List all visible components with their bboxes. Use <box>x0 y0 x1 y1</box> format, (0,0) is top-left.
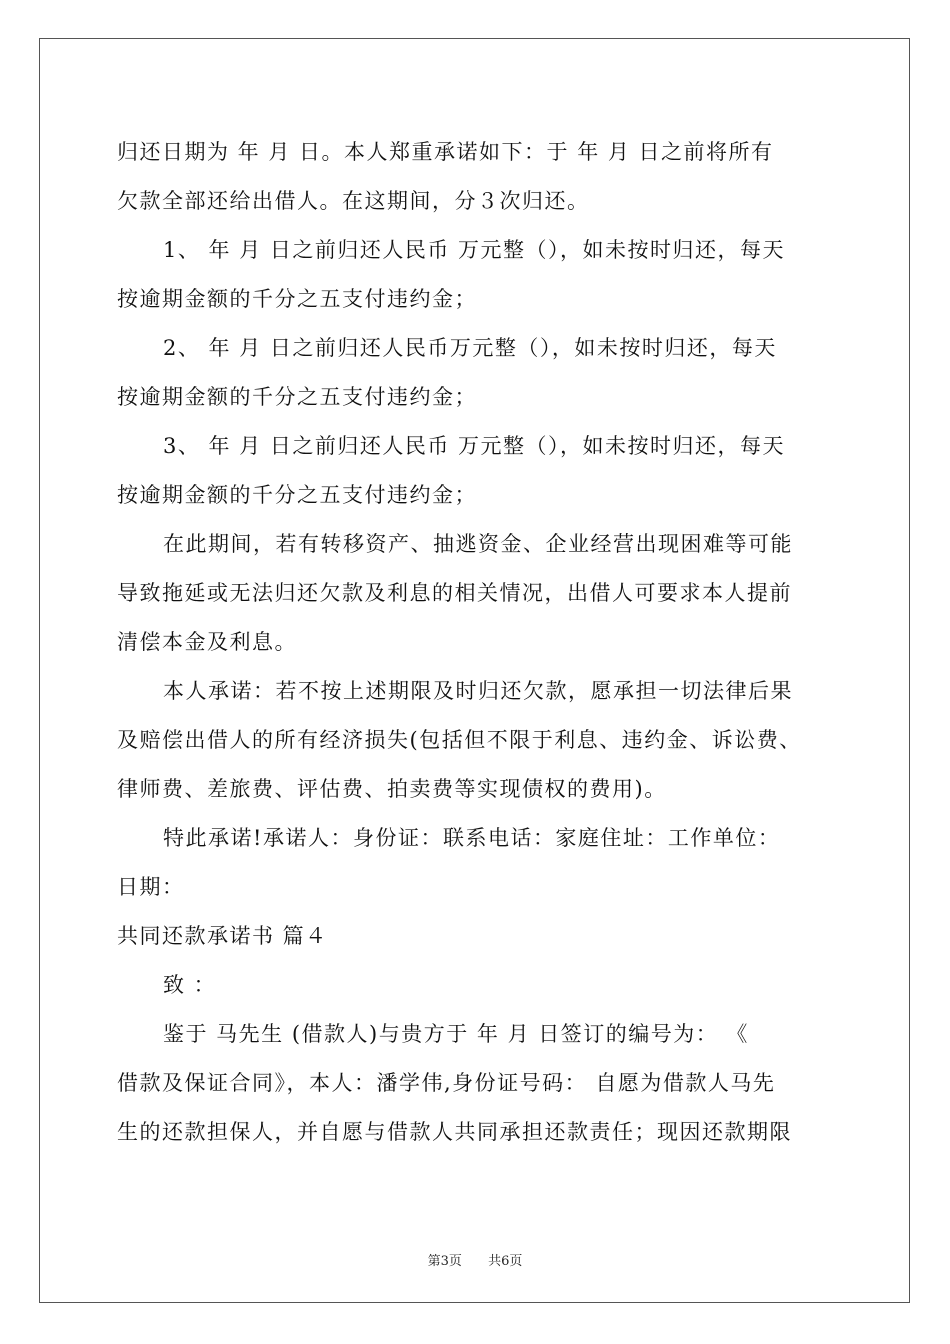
page-number: 第3页 <box>427 1254 462 1269</box>
text-line: 借款及保证合同》，本人：潘学伟,身份证号码： 自愿为借款人马先 <box>117 1071 776 1095</box>
text-line: 欠款全部还给出借人。在这期间，分３次归还。 <box>117 189 590 213</box>
section-heading: 共同还款承诺书 篇４ <box>117 924 328 948</box>
text-line: 归还日期为 年 月 日。本人郑重承诺如下：于 年 月 日之前将所有 <box>117 140 774 164</box>
text-line: 生的还款担保人，并自愿与借款人共同承担还款责任；现因还款期限 <box>117 1120 792 1144</box>
text-line: 特此承诺!承诺人：身份证：联系电话：家庭住址：工作单位： <box>163 826 781 850</box>
text-line: 致 ： <box>163 973 217 997</box>
page-total: 共6页 <box>488 1254 523 1269</box>
text-line: 鉴于 马先生 (借款人)与贵方于 年 月 日签订的编号为： 《 <box>163 1022 749 1046</box>
document-body <box>117 128 857 1157</box>
text-line: 在此期间，若有转移资产、抽逃资金、企业经营出现困难等可能 <box>163 532 793 556</box>
text-line: 律师费、差旅费、评估费、拍卖费等实现债权的费用)。 <box>117 777 667 801</box>
page-footer <box>0 1250 950 1269</box>
text-line: 按逾期金额的千分之五支付违约金； <box>117 385 477 409</box>
text-line: 按逾期金额的千分之五支付违约金； <box>117 483 477 507</box>
text-line: 本人承诺：若不按上述期限及时归还欠款，愿承担一切法律后果 <box>163 679 793 703</box>
text-line: 3、 年 月 日之前归还人民币 万元整（），如未按时归还，每天 <box>163 434 786 458</box>
text-line: 及赔偿出借人的所有经济损失(包括但不限于利息、违约金、诉讼费、 <box>117 728 802 752</box>
text-line: 日期： <box>117 875 185 899</box>
text-line: 清偿本金及利息。 <box>117 630 297 654</box>
text-line: 1、 年 月 日之前归还人民币 万元整（），如未按时归还，每天 <box>163 238 786 262</box>
text-line: 按逾期金额的千分之五支付违约金； <box>117 287 477 311</box>
text-line: 导致拖延或无法归还欠款及利息的相关情况，出借人可要求本人提前 <box>117 581 792 605</box>
text-line: 2、 年 月 日之前归还人民币万元整（），如未按时归还，每天 <box>163 336 777 360</box>
